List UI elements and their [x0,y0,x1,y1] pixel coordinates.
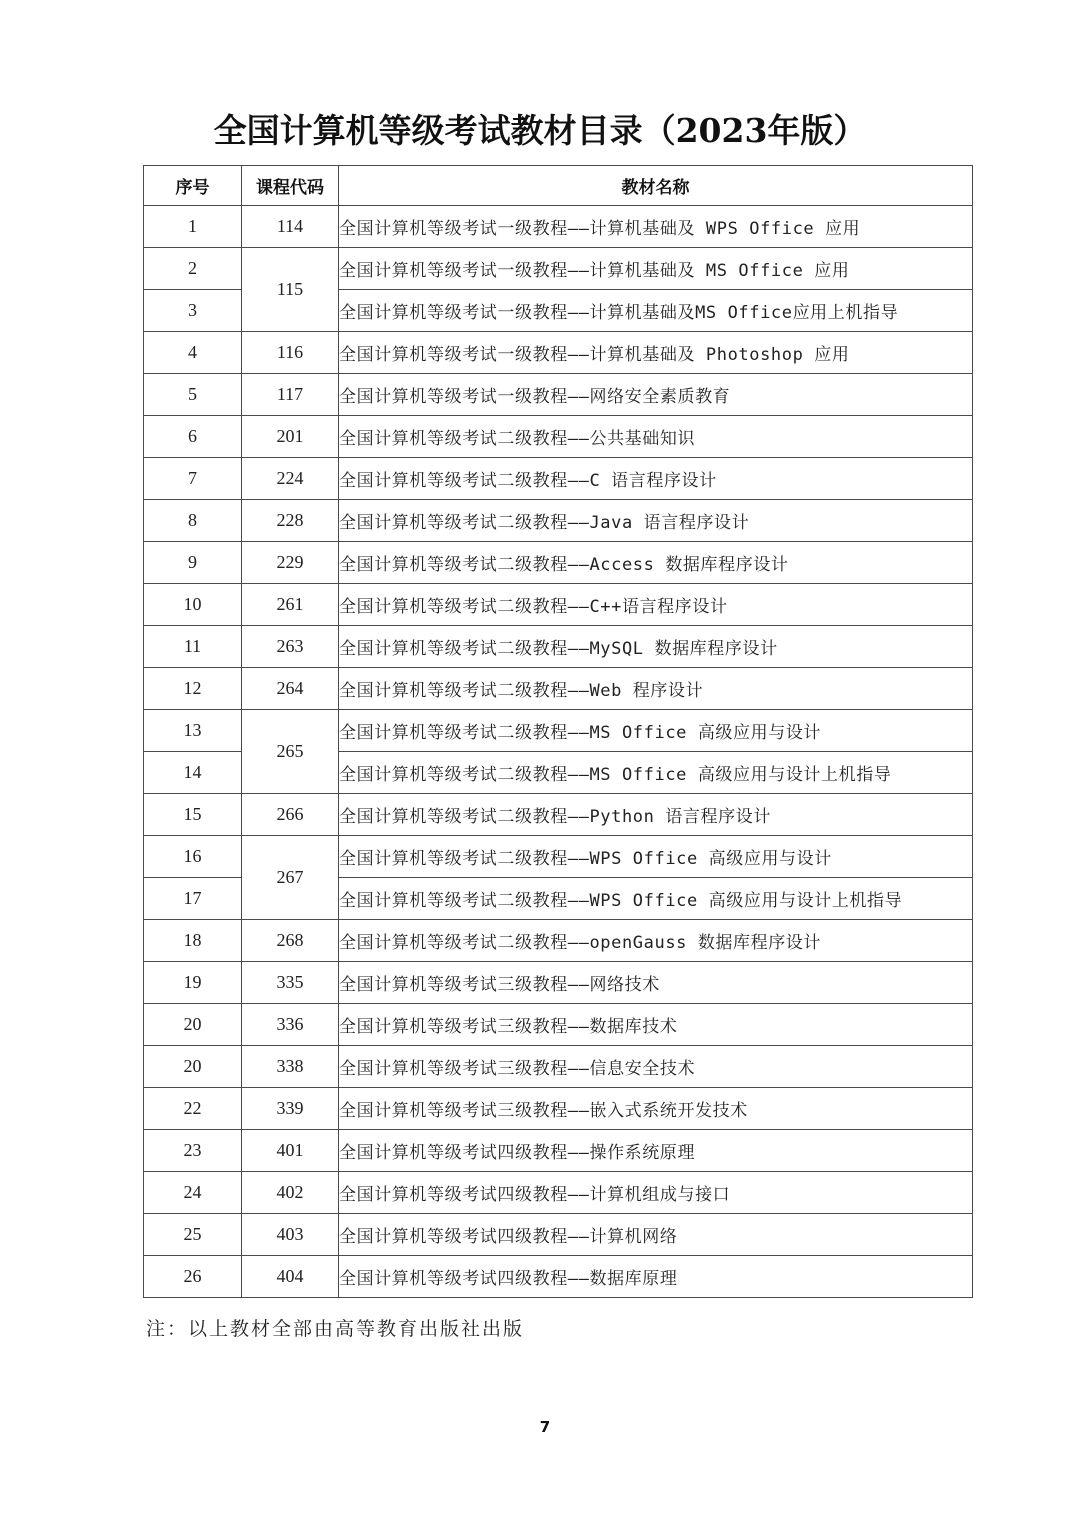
table-row [144,542,973,584]
textbook-name-cell: 全国计算机等级考试二级教程——C 语言程序设计 [339,458,973,500]
textbook-name-cell: 全国计算机等级考试二级教程——WPS Office 高级应用与设计 [339,836,973,878]
table-row [144,626,973,668]
table-row [144,332,973,374]
table-row [144,836,973,878]
course-code-cell: 115 [242,248,339,332]
course-code-cell: 404 [242,1256,339,1298]
textbook-name-cell: 全国计算机等级考试二级教程——Java 语言程序设计 [339,500,973,542]
course-code-cell: 402 [242,1172,339,1214]
course-code-cell: 268 [242,920,339,962]
page-number: 7 [539,1418,551,1436]
serial-number-cell: 3 [144,290,242,332]
serial-number-cell: 20 [144,1004,242,1046]
serial-number-cell: 8 [144,500,242,542]
textbook-name-cell: 全国计算机等级考试二级教程——WPS Office 高级应用与设计上机指导 [339,878,973,920]
serial-number-cell: 6 [144,416,242,458]
course-code-cell: 338 [242,1046,339,1088]
serial-number-cell: 9 [144,542,242,584]
table-row [144,668,973,710]
table-row [144,458,973,500]
table-row [144,1046,973,1088]
course-code-cell: 335 [242,962,339,1004]
textbook-name-cell: 全国计算机等级考试一级教程——计算机基础及MS Office应用上机指导 [339,290,973,332]
course-code-cell: 265 [242,710,339,794]
textbook-name-cell: 全国计算机等级考试二级教程——MS Office 高级应用与设计上机指导 [339,752,973,794]
table-row [144,206,973,248]
table-row [144,962,973,1004]
course-code-cell: 266 [242,794,339,836]
serial-number-cell: 25 [144,1214,242,1256]
serial-number-cell: 18 [144,920,242,962]
textbook-name-cell: 全国计算机等级考试一级教程——计算机基础及 Photoshop 应用 [339,332,973,374]
serial-number-cell: 24 [144,1172,242,1214]
serial-number-cell: 5 [144,374,242,416]
textbook-name-cell: 全国计算机等级考试四级教程——计算机组成与接口 [339,1172,973,1214]
serial-number-cell: 14 [144,752,242,794]
textbook-name-cell: 全国计算机等级考试二级教程——Access 数据库程序设计 [339,542,973,584]
course-code-cell: 224 [242,458,339,500]
textbook-name-cell: 全国计算机等级考试二级教程——openGauss 数据库程序设计 [339,920,973,962]
course-code-cell: 201 [242,416,339,458]
serial-number-cell: 20 [144,1046,242,1088]
table-row [144,1256,973,1298]
textbook-name-cell: 全国计算机等级考试二级教程——MySQL 数据库程序设计 [339,626,973,668]
course-code-cell: 403 [242,1214,339,1256]
table-row [144,1088,973,1130]
serial-number-cell: 1 [144,206,242,248]
table-row [144,710,973,752]
table-row [144,374,973,416]
page-title: 全国计算机等级考试教材目录（2023年版） [213,111,867,150]
course-code-cell: 336 [242,1004,339,1046]
textbook-name-cell: 全国计算机等级考试四级教程——计算机网络 [339,1214,973,1256]
serial-number-cell: 17 [144,878,242,920]
header-serial-number: 序号 [144,166,242,206]
table-row [144,1172,973,1214]
course-code-cell: 228 [242,500,339,542]
serial-number-cell: 15 [144,794,242,836]
table-row [144,794,973,836]
textbook-name-cell: 全国计算机等级考试三级教程——嵌入式系统开发技术 [339,1088,973,1130]
textbook-name-cell: 全国计算机等级考试四级教程——操作系统原理 [339,1130,973,1172]
table-row [144,584,973,626]
course-code-cell: 263 [242,626,339,668]
textbook-name-cell: 全国计算机等级考试一级教程——计算机基础及 WPS Office 应用 [339,206,973,248]
table-row [144,1214,973,1256]
serial-number-cell: 23 [144,1130,242,1172]
course-code-cell: 229 [242,542,339,584]
table-row [144,920,973,962]
serial-number-cell: 12 [144,668,242,710]
course-code-cell: 401 [242,1130,339,1172]
course-code-cell: 261 [242,584,339,626]
table-row [144,248,973,290]
table-row [144,416,973,458]
textbook-name-cell: 全国计算机等级考试二级教程——Python 语言程序设计 [339,794,973,836]
header-textbook-name: 教材名称 [339,166,973,206]
textbook-name-cell: 全国计算机等级考试一级教程——计算机基础及 MS Office 应用 [339,248,973,290]
footnote: 注：以上教材全部由高等教育出版社出版 [146,1318,525,1340]
textbook-name-cell: 全国计算机等级考试一级教程——网络安全素质教育 [339,374,973,416]
serial-number-cell: 10 [144,584,242,626]
textbook-name-cell: 全国计算机等级考试二级教程——C++语言程序设计 [339,584,973,626]
course-code-cell: 116 [242,332,339,374]
serial-number-cell: 7 [144,458,242,500]
textbook-name-cell: 全国计算机等级考试四级教程——数据库原理 [339,1256,973,1298]
textbook-name-cell: 全国计算机等级考试三级教程——信息安全技术 [339,1046,973,1088]
textbook-name-cell: 全国计算机等级考试三级教程——网络技术 [339,962,973,1004]
textbook-name-cell: 全国计算机等级考试二级教程——Web 程序设计 [339,668,973,710]
course-code-cell: 267 [242,836,339,920]
textbook-name-cell: 全国计算机等级考试二级教程——公共基础知识 [339,416,973,458]
serial-number-cell: 22 [144,1088,242,1130]
serial-number-cell: 4 [144,332,242,374]
serial-number-cell: 16 [144,836,242,878]
textbook-name-cell: 全国计算机等级考试二级教程——MS Office 高级应用与设计 [339,710,973,752]
textbook-catalog-table [143,165,973,1298]
course-code-cell: 117 [242,374,339,416]
serial-number-cell: 11 [144,626,242,668]
table-row [144,500,973,542]
table-header-row [144,166,973,206]
course-code-cell: 339 [242,1088,339,1130]
course-code-cell: 264 [242,668,339,710]
serial-number-cell: 19 [144,962,242,1004]
header-course-code: 课程代码 [242,166,339,206]
table-row [144,1130,973,1172]
table-body [144,206,973,1298]
serial-number-cell: 26 [144,1256,242,1298]
course-code-cell: 114 [242,206,339,248]
serial-number-cell: 2 [144,248,242,290]
serial-number-cell: 13 [144,710,242,752]
table-row [144,1004,973,1046]
textbook-name-cell: 全国计算机等级考试三级教程——数据库技术 [339,1004,973,1046]
